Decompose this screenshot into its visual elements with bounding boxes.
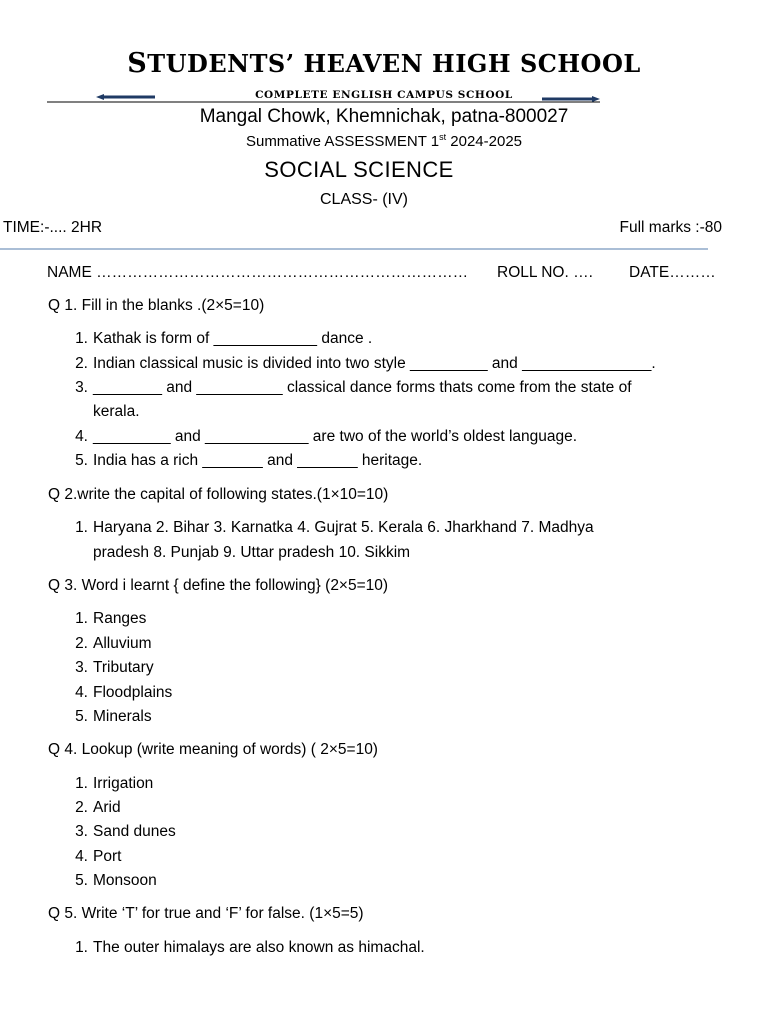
- subject-title: SOCIAL SCIENCE: [264, 157, 454, 182]
- q3-title: Q 3. Word i learnt { define the following} (2×5=10): [48, 577, 389, 594]
- roll-no-field[interactable]: ROLL NO. ….: [497, 264, 593, 281]
- time-label: TIME:-.... 2HR: [3, 219, 103, 236]
- q2-title: Q 2.write the capital of following states.(1×10=10): [48, 486, 389, 503]
- q4-title: Q 4. Lookup (write meaning of words) ( 2×5=10): [48, 741, 378, 758]
- name-field[interactable]: NAME ………………………………………………………………: [47, 264, 469, 281]
- school-tagline: COMPLETE ENGLISH CAMPUS SCHOOL: [255, 89, 513, 101]
- class-label: CLASS- (IV): [319, 191, 408, 208]
- school-name: STUDENTS’ HEAVEN HIGH SCHOOL: [127, 48, 641, 79]
- q5-title: Q 5. Write ‘T’ for true and ‘F’ for false. (1×5=5): [48, 905, 364, 922]
- full-marks: Full marks :-80: [619, 219, 722, 236]
- school-address: Mangal Chowk, Khemnichak, patna-800027: [199, 106, 569, 127]
- assessment-title: Summative ASSESSMENT 1st 2024-2025: [245, 132, 523, 150]
- date-field[interactable]: DATE………: [629, 264, 716, 281]
- q1-title: Q 1. Fill in the blanks .(2×5=10): [48, 297, 265, 314]
